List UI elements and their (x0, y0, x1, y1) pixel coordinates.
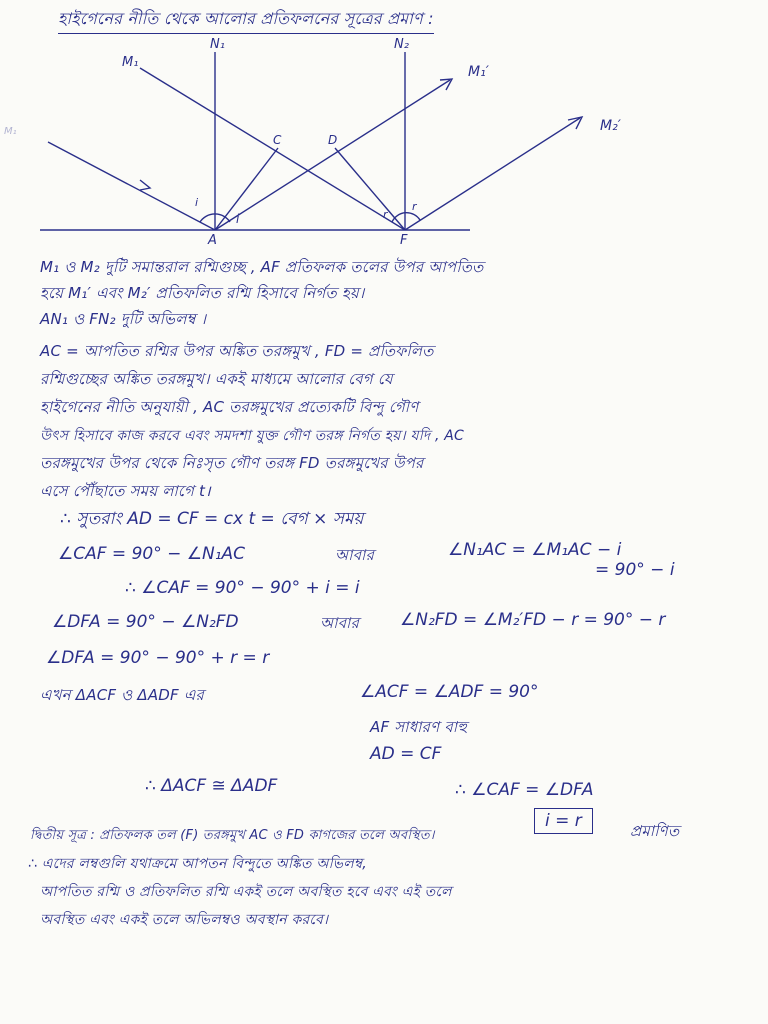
label-i-outer: i (195, 196, 199, 209)
eq-triangles: এখন ΔACF ও ΔADF এর (40, 686, 204, 704)
label-m1-top: M₁ (122, 55, 139, 70)
label-r-right: r (412, 200, 417, 213)
body-line-6: হাইগেনের নীতি অনুযায়ী , AC তরঙ্গমুখের প্রত্যেকটি বিন্দু গৌণ (40, 398, 419, 416)
wavefront-ac (215, 148, 278, 230)
eq-again-1: আবার (335, 546, 375, 564)
eq-n2fd: ∠N₂FD = ∠M₂′FD − r = 90° − r (400, 610, 666, 630)
eq-angle-equal: ∴ ∠CAF = ∠DFA (455, 780, 594, 800)
eq-ad-cf: ∴ সুতরাং AD = CF = cx t = বেগ × সময় (60, 509, 364, 529)
label-m-left: M₁ (4, 126, 17, 137)
label-m1-prime: M₁′ (468, 64, 489, 80)
body-line-7: উৎস হিসাবে কাজ করবে এবং সমদশা যুক্ত গৌণ তরঙ্গ নির্গত হয়। যদি , AC (40, 428, 465, 444)
eq-dfa-2: ∠DFA = 90° − 90° + r = r (46, 648, 270, 668)
eq-caf-2: ∴ ∠CAF = 90° − 90° + i = i (125, 578, 360, 598)
eq-ad-cf-2: AD = CF (370, 744, 442, 764)
result-box: i = r (534, 808, 593, 834)
label-r-left: r (383, 208, 388, 221)
body-line-3: AN₁ ও FN₂ দুটি অভিলম্ব । (40, 310, 207, 328)
body-line-1: M₁ ও M₂ দুটি সমান্তরাল রশ্মিগুচ্ছ , AF প্রতিফলক তলের উপর আপতিত (40, 258, 484, 276)
proved-label: প্রমাণিত (630, 822, 680, 840)
second-law-line-3: আপতিত রশ্মি ও প্রতিফলিত রশ্মি একই তলে অবস্থিত হবে এবং এই তলে (40, 884, 452, 900)
reflected-ray-2 (405, 118, 580, 230)
label-i-inner: i (236, 212, 240, 226)
body-line-5: রশ্মিগুচ্ছের অঙ্কিত তরঙ্গমুখ। একই মাধ্যমে আলোর বেগ যে (40, 370, 393, 388)
eq-caf-1: ∠CAF = 90° − ∠N₁AC (58, 544, 246, 564)
label-a: A (208, 233, 217, 248)
eq-dfa-1: ∠DFA = 90° − ∠N₂FD (52, 612, 239, 632)
eq-again-2: আবার (320, 614, 360, 632)
eq-congruent: ∴ ΔACF ≅ ΔADF (145, 776, 278, 796)
eq-acf-adf: ∠ACF = ∠ADF = 90° (360, 682, 539, 702)
eq-n1ac: ∠N₁AC = ∠M₁AC − i (448, 540, 622, 560)
incident-ray-1 (48, 142, 215, 230)
label-m2-prime: M₂′ (600, 118, 621, 134)
reflection-diagram (0, 30, 768, 280)
arrowhead-1 (140, 180, 150, 190)
body-line-9: এসে পৌঁছাতে সময় লাগে t। (40, 482, 211, 500)
eq-common-side: AF সাধারণ বাহু (370, 718, 468, 736)
label-c: C (273, 133, 282, 147)
label-n2: N₂ (394, 37, 409, 52)
eq-n1ac-val: = 90° − i (595, 560, 675, 580)
body-line-8: তরঙ্গমুখের উপর থেকে নিঃসৃত গৌণ তরঙ্গ FD তরঙ্গমুখের উপর (40, 454, 424, 472)
second-law-line-1: দ্বিতীয় সূত্র : প্রতিফলক তল (F) তরঙ্গমুখ AC ও FD কাগজের তলে অবস্থিত। (30, 828, 435, 843)
incident-ray-2 (140, 68, 405, 230)
second-law-line-2: ∴ এদের লম্বগুলি যথাক্রমে আপতন বিন্দুতে অঙ্কিত অভিলম্ব, (28, 856, 367, 872)
page-title: হাইগেনের নীতি থেকে আলোর প্রতিফলনের সূত্রের প্রমাণ : (58, 6, 434, 34)
body-line-4: AC = আপতিত রশ্মির উপর অঙ্কিত তরঙ্গমুখ , FD = প্রতিফলিত (40, 342, 434, 360)
body-line-2: হয়ে M₁′ এবং M₂′ প্রতিফলিত রশ্মি হিসাবে নির্গত হয়। (40, 284, 365, 302)
label-n1: N₁ (210, 37, 225, 52)
label-d: D (328, 133, 338, 147)
second-law-line-4: অবস্থিত এবং একই তলে অভিলম্বও অবস্থান করবে। (40, 912, 329, 928)
label-f: F (400, 233, 408, 248)
